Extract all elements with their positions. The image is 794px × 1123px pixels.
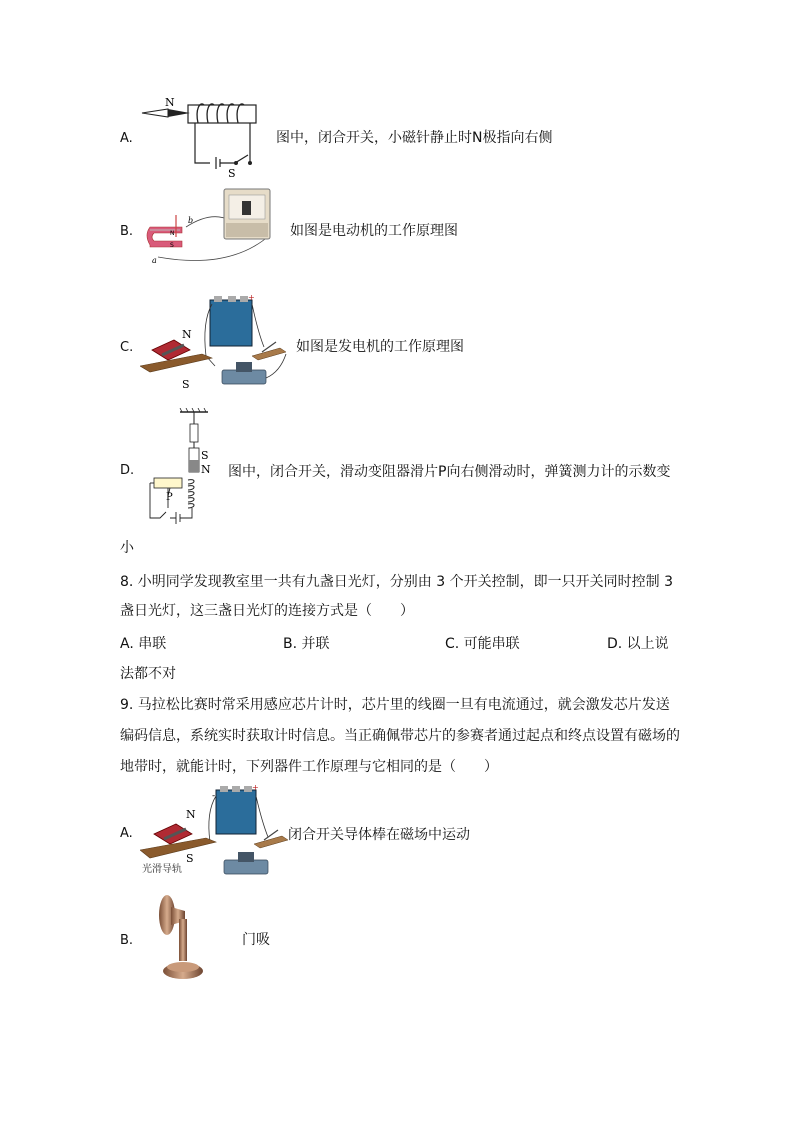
c-n-label: N (182, 328, 192, 341)
q8-line2: 盏日光灯，这三盏日光灯的连接方式是（ ） (120, 603, 414, 619)
q9-plus-label: + (252, 783, 259, 792)
d-n-label: N (201, 463, 211, 476)
option-b-text: 如图是电动机的工作原理图 (290, 223, 458, 239)
c-s-label: S (182, 378, 190, 391)
spring-scale-electromagnet-figure (140, 408, 220, 528)
rheostat-icon (222, 370, 266, 384)
magnet-s-label: S (170, 242, 174, 249)
option-c-text: 如图是发电机的工作原理图 (296, 339, 464, 355)
option-d-continuation: 小 (120, 540, 134, 556)
q9-option-a-label: A. (120, 826, 133, 841)
plus-label: + (248, 293, 255, 302)
spring-scale-icon (190, 424, 198, 442)
option-d-label: D. (120, 463, 135, 478)
compass-needle-s (142, 109, 168, 117)
q8-choice-c: C. 可能串联 (445, 636, 520, 652)
q9-option-a-text: 闭合开关导体棒在磁场中运动 (288, 827, 470, 843)
q9a-s-label: S (186, 852, 194, 865)
battery-pack-icon (216, 790, 256, 834)
option-b-label: B. (120, 224, 134, 239)
q9a-n-label: N (186, 808, 196, 821)
switch-icon (252, 348, 286, 360)
rail-label: 光滑导轨 (142, 864, 182, 875)
generator-apparatus-figure (140, 292, 300, 402)
magnet-n-label: N (170, 230, 175, 237)
q9-option-b-text: 门吸 (242, 932, 270, 948)
conductor-rail-apparatus-figure (140, 782, 290, 882)
wire-b-label: b (188, 216, 194, 225)
wire-a-label: a (152, 256, 157, 265)
option-a-label: A. (120, 131, 133, 146)
option-a-text: 图中，闭合开关，小磁针静止时N极指向右侧 (276, 130, 553, 146)
q8-choice-d: D. 以上说 (607, 636, 669, 652)
option-c-label: C. (120, 340, 134, 355)
door-stop-figure (155, 893, 215, 983)
magnet-galvanometer-figure (140, 185, 290, 275)
solenoid-figure (140, 95, 270, 180)
compass-needle-n (168, 109, 190, 117)
q9-line1: 9. 马拉松比赛时常采用感应芯片计时，芯片里的线圈一旦有电流通过，就会激发芯片发送 (120, 697, 670, 713)
q9-option-b-label: B. (120, 933, 134, 948)
d-p-label: P (166, 492, 173, 503)
rheostat-slider-icon (154, 478, 182, 488)
q8-choice-a: A. 串联 (120, 636, 167, 652)
option-d-text: 图中，闭合开关，滑动变阻器滑片P向右侧滑动时，弹簧测力计的示数变 (228, 464, 671, 480)
q9-line3: 地带时，就能计时，下列器件工作原理与它相同的是（ ） (120, 759, 498, 775)
q8-choice-b: B. 并联 (283, 636, 330, 652)
d-s-label: S (201, 449, 209, 462)
switch-s-label: S (228, 167, 236, 180)
q9-minus-label: - (212, 791, 216, 801)
q9-line2: 编码信息，系统实时获取计时信息。当正确佩带芯片的参赛者通过起点和终点设置有磁场的 (120, 728, 680, 744)
q8-choice-d-continuation: 法都不对 (120, 666, 176, 682)
q8-line1: 8. 小明同学发现教室里一共有九盏日光灯，分别由 3 个开关控制，即一只开关同时控制 3 (120, 574, 673, 590)
battery-pack-icon (210, 300, 252, 346)
needle-n-label: N (165, 96, 175, 109)
